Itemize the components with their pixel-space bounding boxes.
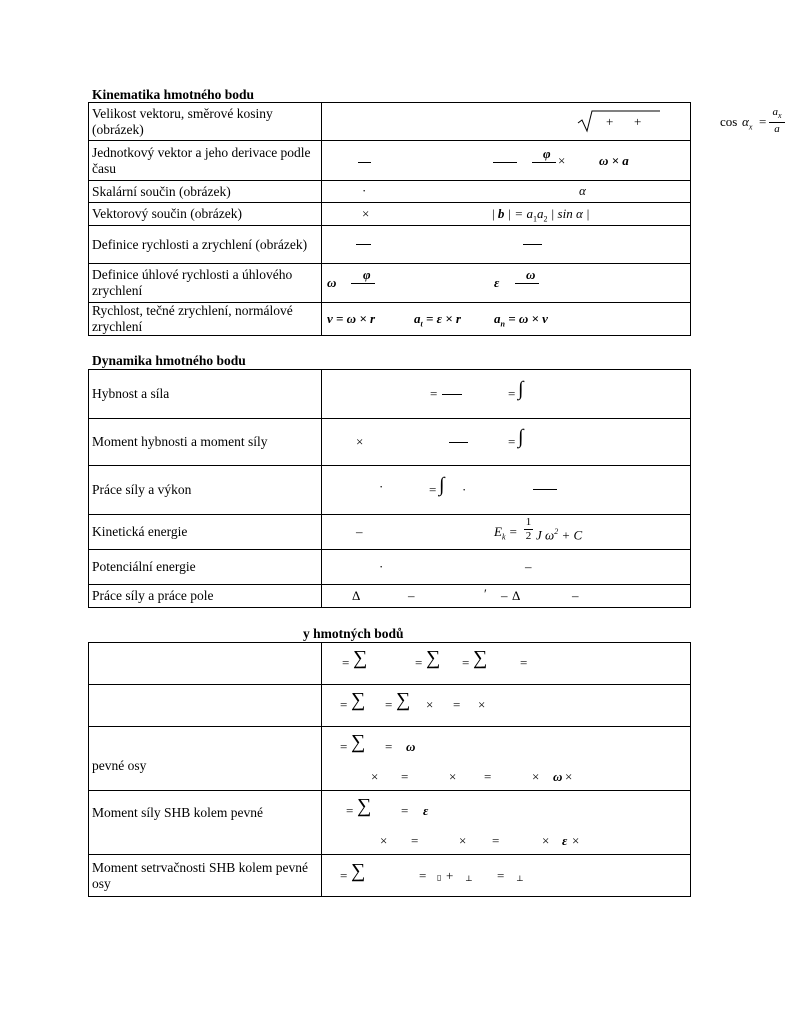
fraction-bar-10 (533, 489, 557, 490)
eq-18: = (411, 833, 419, 848)
plus-2: + (634, 114, 642, 129)
kinematics-table (88, 102, 782, 336)
dyn-row-5-label: Potenciální energie (89, 550, 322, 585)
epsilon-2: ε (423, 803, 429, 818)
sum-3: ∑ (473, 647, 488, 669)
sum-7: ∑ (357, 795, 372, 817)
perp-2: ⊥ (516, 874, 524, 883)
kin-row-7-formula (322, 303, 691, 336)
minus-2: – (525, 559, 532, 574)
times-11: × (459, 833, 467, 848)
times-6: × (371, 769, 379, 784)
kin-row-2-formula (322, 141, 691, 181)
eq-12: = (340, 739, 348, 754)
times-2: × (362, 206, 370, 221)
fraction-bar-4 (356, 244, 371, 245)
phi-symbol: φ (543, 146, 551, 161)
kin-row-7-label: Rychlost, tečné zrychlení, normálové zrychlení (89, 303, 322, 336)
eq-10: = (385, 697, 393, 712)
times-4: × (426, 697, 434, 712)
sum-1: ∑ (353, 647, 368, 669)
parallel-symbol: ▯ (437, 873, 442, 882)
dynamics-table (88, 369, 691, 608)
fraction-bar-7 (515, 283, 539, 284)
fraction-bar-9 (449, 442, 468, 443)
eq-22: = (497, 868, 505, 883)
eq-13: = (385, 739, 393, 754)
cross-magnitude: | b | = $a_1a_2$ | sin α | (492, 206, 590, 224)
times-13: × (572, 833, 580, 848)
minus-1: – (356, 524, 363, 539)
dyn-row-5-formula (322, 550, 691, 585)
alpha-symbol: α (579, 183, 586, 198)
eq-7: = (462, 655, 470, 670)
dot-2: · (379, 479, 384, 494)
sys-row-2-formula (322, 685, 691, 727)
dyn-row-1-formula (322, 370, 691, 419)
fraction-bar-6 (351, 283, 375, 284)
prime-1: ′ (484, 586, 487, 601)
omega-2: ω (526, 267, 536, 282)
dyn-row-3-formula (322, 466, 691, 515)
eq-8: = (520, 655, 528, 670)
ek-lhs: $E_k$ = (494, 524, 518, 542)
perp-1: ⊥ (465, 874, 473, 883)
kinematics-title: Kinematika hmotného bodu (92, 87, 255, 102)
times-3: × (356, 434, 364, 449)
fraction-half: $\frac{1}{2}$ (525, 516, 532, 542)
omega-4: ω (553, 769, 563, 784)
kin-row-1-formula (322, 103, 782, 141)
times-5: × (478, 697, 486, 712)
dyn-row-4-label: Kinetická energie (89, 515, 322, 550)
minus-3: – (408, 588, 415, 603)
epsilon-3: ε (562, 833, 568, 848)
fraction-ax-a: $\frac{a_x}{a}$ (769, 107, 785, 135)
eq-15: = (484, 769, 492, 784)
dot-4: · (379, 559, 384, 574)
eq-9: = (340, 697, 348, 712)
dyn-row-4-formula (322, 515, 691, 550)
kin-row-6-formula (322, 264, 691, 303)
systems-title: y hmotných bodů (303, 626, 404, 641)
sys-row-5-formula (322, 855, 691, 897)
dynamics-title: Dynamika hmotného bodu (92, 353, 246, 368)
sum-2: ∑ (426, 647, 441, 669)
dyn-row-2-label: Moment hybnosti a moment síly (89, 419, 322, 466)
ek-rhs: J $\omega^2 + C$ (536, 527, 583, 543)
dot-3: · (462, 482, 467, 497)
eq-1: = (430, 386, 438, 401)
integral-1: ∫ (518, 378, 524, 400)
fraction-bar-2 (493, 162, 517, 163)
times-10: × (380, 833, 388, 848)
times-7: × (449, 769, 457, 784)
integral-3: ∫ (439, 474, 445, 496)
kin-row-1-label: Velikost vektoru, směrové kosiny (obrázek) (89, 103, 322, 141)
alpha-x: $\alpha_x$ (742, 114, 753, 132)
kin-row-3-label: Skalární součin (obrázek) (89, 181, 322, 203)
sum-8: ∑ (351, 860, 366, 882)
eq-20: = (340, 868, 348, 883)
kin-row-2-label: Jednotkový vektor a jeho derivace podle času (89, 141, 322, 181)
delta-1: Δ (352, 588, 361, 603)
eq-cos: = (759, 114, 767, 129)
eq-17: = (401, 803, 409, 818)
delta-2: Δ (512, 588, 521, 603)
fraction-bar-1 (358, 162, 371, 163)
eq-4: = (429, 482, 437, 497)
dyn-row-6-formula (322, 585, 691, 608)
fraction-bar-5 (523, 244, 542, 245)
sys-row-4-label: Moment síly SHB kolem pevné (89, 791, 322, 855)
kin-row-4-label: Vektorový součin (obrázek) (89, 203, 322, 226)
integral-2: ∫ (518, 426, 524, 448)
cos-text: cos (720, 114, 738, 129)
kin-row-3-formula (322, 181, 691, 203)
an-equation: $a_n = \omega \times v$ (494, 311, 548, 329)
dyn-row-1-label: Hybnost a síla (89, 370, 322, 419)
minus-4: – (501, 588, 508, 603)
eq-11: = (453, 697, 461, 712)
sys-row-3-formula (322, 727, 691, 791)
eq-5: = (342, 655, 350, 670)
minus-5: – (572, 588, 579, 603)
dyn-row-2-formula (322, 419, 691, 466)
sys-row-4-formula (322, 791, 691, 855)
omega-cross-a: ω × a (599, 153, 629, 168)
phi-2: φ (363, 267, 371, 282)
kin-row-5-formula (322, 226, 691, 264)
fraction-bar-3 (532, 162, 556, 163)
sys-row-1-label (89, 643, 322, 685)
dyn-row-6-label: Práce síly a práce pole (89, 585, 322, 608)
plus-1: + (606, 114, 614, 129)
sys-row-2-label (89, 685, 322, 727)
dyn-row-3-label: Práce síly a výkon (89, 466, 322, 515)
sum-6: ∑ (351, 731, 366, 753)
plus-3: + (446, 868, 454, 883)
sqrt-symbol (576, 109, 662, 133)
times-12: × (542, 833, 550, 848)
at-equation: $a_t = \varepsilon \times r$ (414, 311, 461, 329)
eq-3: = (508, 434, 516, 449)
eq-16: = (346, 803, 354, 818)
fraction-bar-8 (442, 394, 462, 395)
eq-6: = (415, 655, 423, 670)
eq-19: = (492, 833, 500, 848)
sum-4: ∑ (351, 689, 366, 711)
kin-row-4-formula (322, 203, 691, 226)
eq-21: = (419, 868, 427, 883)
times-8: × (532, 769, 540, 784)
eq-14: = (401, 769, 409, 784)
systems-table (88, 642, 691, 897)
times-1: × (558, 153, 566, 168)
v-equation: v = ω × r (327, 311, 376, 326)
kin-row-5-label: Definice rychlosti a zrychlení (obrázek) (89, 226, 322, 264)
sum-5: ∑ (396, 689, 411, 711)
kin-row-6-label: Definice úhlové rychlosti a úhlového zrychlení (89, 264, 322, 303)
sys-row-3-label: pevné osy (89, 727, 322, 791)
omega-1: ω (327, 275, 337, 290)
sys-row-5-label: Moment setrvačnosti SHB kolem pevné osy (89, 855, 322, 897)
omega-3: ω (406, 739, 416, 754)
epsilon-1: ε (494, 275, 500, 290)
dot-1: · (362, 183, 367, 198)
eq-2: = (508, 386, 516, 401)
sys-row-1-formula (322, 643, 691, 685)
times-9: × (565, 769, 573, 784)
